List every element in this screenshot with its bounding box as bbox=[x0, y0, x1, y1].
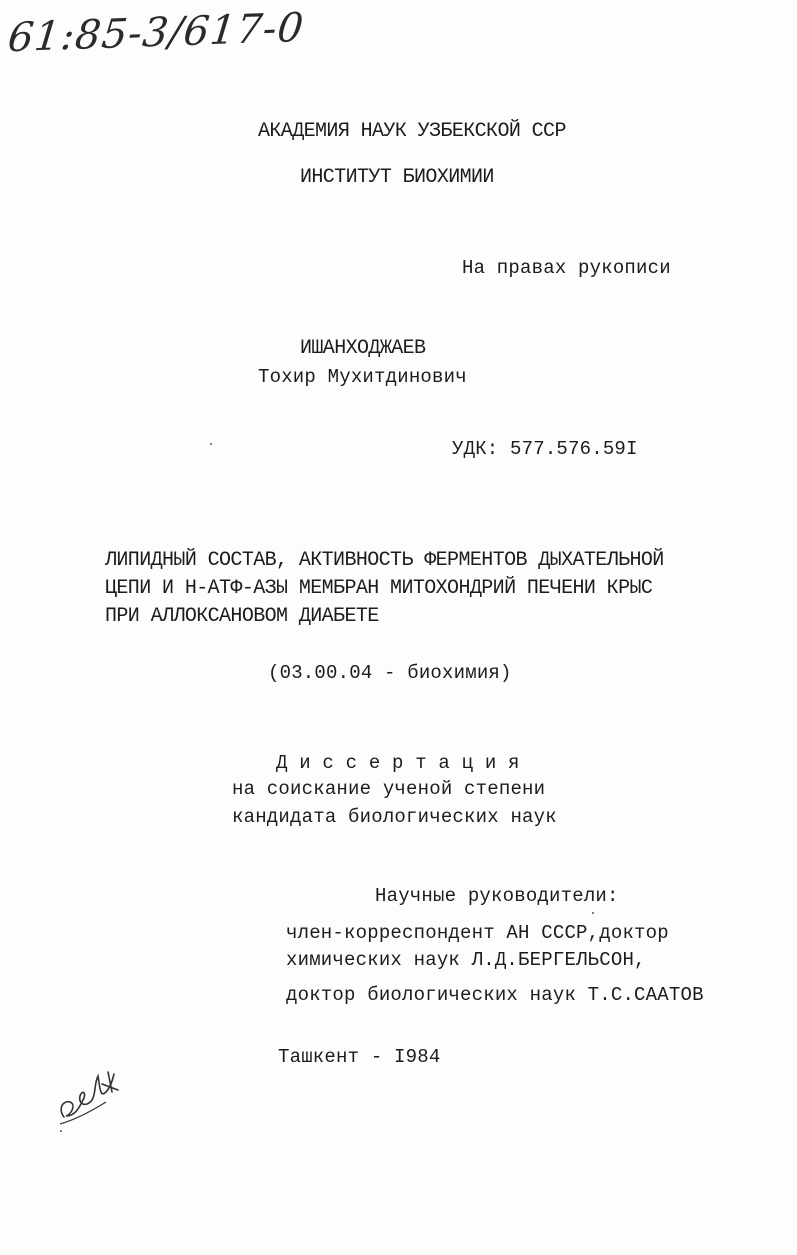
supervisor-line-3: доктор биологических наук Т.С.СААТОВ bbox=[286, 984, 704, 1006]
signature-scribble bbox=[50, 1062, 130, 1132]
specialty-code: (03.00.04 - биохимия) bbox=[268, 662, 512, 684]
speck bbox=[210, 443, 212, 445]
speck bbox=[60, 1130, 62, 1132]
archive-code-handwritten: 61:85-3/617-0 bbox=[5, 4, 307, 62]
supervisors-label: Научные руководители: bbox=[375, 885, 619, 907]
supervisor-line-2: химических наук Л.Д.БЕРГЕЛЬСОН, bbox=[286, 949, 646, 971]
rights-note: На правах рукописи bbox=[462, 257, 671, 279]
academy-name: АКАДЕМИЯ НАУК УЗБЕКСКОЙ ССР bbox=[258, 120, 566, 143]
degree-line-2: кандидата биологических наук bbox=[232, 806, 557, 828]
speck bbox=[592, 912, 594, 914]
title-line-2: ЦЕПИ И Н-АТФ-АЗЫ МЕМБРАН МИТОХОНДРИЙ ПЕЧЕНИ КРЫС bbox=[105, 577, 653, 600]
degree-line-1: на соискание ученой степени bbox=[232, 778, 546, 800]
author-name: Тохир Мухитдинович bbox=[258, 366, 467, 388]
place-year: Ташкент - I984 bbox=[278, 1046, 441, 1068]
degree-heading: Д и с с е р т а ц и я bbox=[276, 752, 520, 774]
author-surname: ИШАНХОДЖАЕВ bbox=[300, 337, 426, 360]
institute-name: ИНСТИТУТ БИОХИМИИ bbox=[300, 166, 494, 189]
supervisor-line-1: член-корреспондент АН СССР,доктор bbox=[286, 922, 669, 944]
title-line-3: ПРИ АЛЛОКСАНОВОМ ДИАБЕТЕ bbox=[105, 605, 379, 628]
title-line-1: ЛИПИДНЫЙ СОСТАВ, АКТИВНОСТЬ ФЕРМЕНТОВ ДЫХАТЕЛЬНОЙ bbox=[105, 549, 664, 572]
udk-code: УДК: 577.576.59I bbox=[452, 438, 638, 460]
